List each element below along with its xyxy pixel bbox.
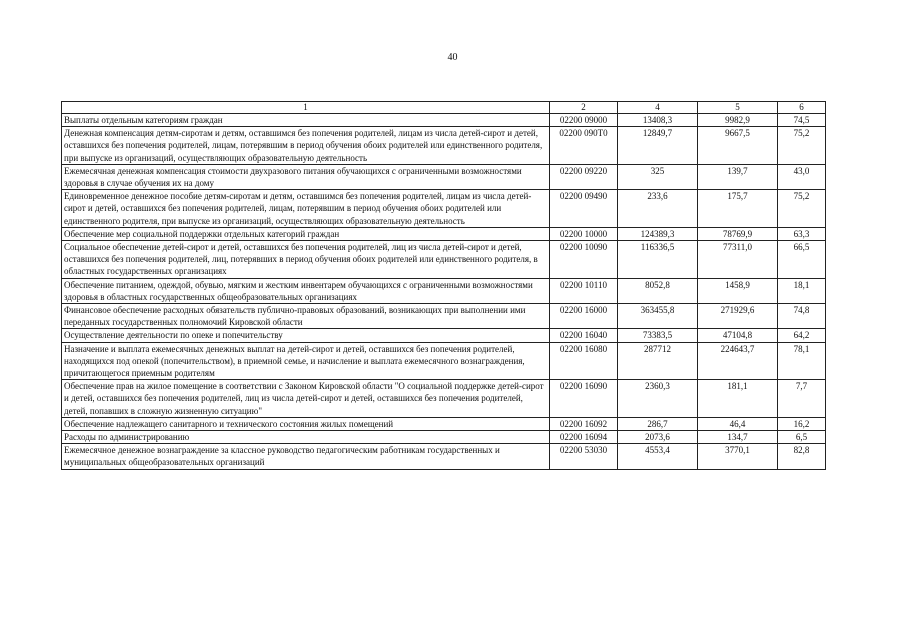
row-value-col5-cell: 78769,9: [698, 227, 778, 240]
row-value-col5-cell: 224643,7: [698, 342, 778, 380]
row-name-cell: Осуществление деятельности по опеке и попечительству: [62, 329, 550, 342]
page-number: 40: [447, 52, 458, 63]
row-value-col5-cell: 9667,5: [698, 127, 778, 165]
row-value-col6-cell: 74,8: [778, 304, 826, 329]
row-value-col5-cell: 3770,1: [698, 444, 778, 469]
table-row: [62, 127, 826, 165]
row-code-cell: 02200 16080: [550, 342, 618, 380]
row-code-cell: 02200 090Т0: [550, 127, 618, 165]
row-value-col4-cell: 8052,8: [618, 278, 698, 303]
row-value-col6-cell: 75,2: [778, 190, 826, 228]
row-name-cell: Назначение и выплата ежемесячных денежных выплат на детей-сирот и детей, оставшихся без попечения родителей, находящихся под опекой (попечительством), в приемной семье, и начисление и выплата ежемесячного вознаграждения, причитающегося приемным родителям: [62, 342, 550, 380]
row-value-col4-cell: 286,7: [618, 417, 698, 430]
table-row: [62, 431, 826, 444]
row-code-cell: 02200 10110: [550, 278, 618, 303]
row-name-cell: Обеспечение мер социальной поддержки отдельных категорий граждан: [62, 227, 550, 240]
row-value-col4-cell: 73383,5: [618, 329, 698, 342]
row-code-cell: 02200 09490: [550, 190, 618, 228]
table-row: [62, 417, 826, 430]
row-name-cell: Расходы по администрированию: [62, 431, 550, 444]
row-code-cell: 02200 16000: [550, 304, 618, 329]
row-value-col4-cell: 116336,5: [618, 241, 698, 279]
row-value-col6-cell: 74,5: [778, 114, 826, 127]
row-code-cell: 02200 16090: [550, 380, 618, 418]
row-value-col5-cell: 139,7: [698, 164, 778, 189]
table-row: [62, 164, 826, 189]
row-name-cell: Ежемесячная денежная компенсация стоимости двухразового питания обучающихся с ограниченными возможностями здоровья в случае обучения их на дому: [62, 164, 550, 189]
row-value-col6-cell: 75,2: [778, 127, 826, 165]
row-value-col6-cell: 78,1: [778, 342, 826, 380]
table-row: [62, 114, 826, 127]
row-value-col4-cell: 233,6: [618, 190, 698, 228]
row-name-cell: Финансовое обеспечение расходных обязательств публично-правовых образований, возникающих при выполнении ими переданных государственных полномочий Кировской области: [62, 304, 550, 329]
row-value-col6-cell: 64,2: [778, 329, 826, 342]
table-row: [62, 241, 826, 279]
row-name-cell: Выплаты отдельным категориям граждан: [62, 114, 550, 127]
row-name-cell: Единовременное денежное пособие детям-сиротам и детям, оставшимся без попечения родителей, лицам из числа детей-сирот и детей, оставшихся без попечения родителей, лицам, потерявшим в период обучения обоих родителей или единственного родителя, при выпуске из организаций, осуществляющих образовательную деятельность: [62, 190, 550, 228]
header-col-5: 5: [698, 102, 778, 114]
table-header-row: [62, 102, 826, 114]
row-code-cell: 02200 09000: [550, 114, 618, 127]
row-value-col4-cell: 124389,3: [618, 227, 698, 240]
row-name-cell: Ежемесячное денежное вознаграждение за классное руководство педагогическим работникам государственных и муниципальных общеобразовательных организаций: [62, 444, 550, 469]
header-col-4: 4: [618, 102, 698, 114]
row-value-col4-cell: 2073,6: [618, 431, 698, 444]
row-value-col6-cell: 82,8: [778, 444, 826, 469]
row-value-col4-cell: 325: [618, 164, 698, 189]
row-code-cell: 02200 53030: [550, 444, 618, 469]
table-row: [62, 342, 826, 380]
table-row: [62, 227, 826, 240]
row-code-cell: 02200 16094: [550, 431, 618, 444]
row-value-col5-cell: 9982,9: [698, 114, 778, 127]
row-value-col4-cell: 287712: [618, 342, 698, 380]
table-row: [62, 329, 826, 342]
row-value-col6-cell: 16,2: [778, 417, 826, 430]
row-code-cell: 02200 10090: [550, 241, 618, 279]
table-row: [62, 304, 826, 329]
row-name-cell: Социальное обеспечение детей-сирот и детей, оставшихся без попечения родителей, лиц из числа детей-сирот и детей, оставшихся без попечения родителей, лиц, потерявших в период обучения обоих родителей или единственного родителя, в областных государственных организациях: [62, 241, 550, 279]
row-value-col5-cell: 1458,9: [698, 278, 778, 303]
table-row: [62, 190, 826, 228]
row-name-cell: Обеспечение надлежащего санитарного и технического состояния жилых помещений: [62, 417, 550, 430]
table-row: [62, 278, 826, 303]
table-row: [62, 444, 826, 469]
row-value-col4-cell: 363455,8: [618, 304, 698, 329]
row-value-col4-cell: 13408,3: [618, 114, 698, 127]
header-col-1: 1: [62, 102, 550, 114]
row-value-col5-cell: 46,4: [698, 417, 778, 430]
row-value-col6-cell: 66,5: [778, 241, 826, 279]
header-col-2: 2: [550, 102, 618, 114]
row-code-cell: 02200 16092: [550, 417, 618, 430]
row-value-col5-cell: 181,1: [698, 380, 778, 418]
row-value-col6-cell: 63,3: [778, 227, 826, 240]
header-col-6: 6: [778, 102, 826, 114]
row-value-col6-cell: 7,7: [778, 380, 826, 418]
row-code-cell: 02200 16040: [550, 329, 618, 342]
row-value-col6-cell: 6,5: [778, 431, 826, 444]
row-name-cell: Обеспечение питанием, одеждой, обувью, мягким и жестким инвентарем обучающихся с ограниченными возможностями здоровья в областных государственных общеобразовательных организациях: [62, 278, 550, 303]
row-value-col5-cell: 77311,0: [698, 241, 778, 279]
row-value-col5-cell: 271929,6: [698, 304, 778, 329]
row-value-col6-cell: 43,0: [778, 164, 826, 189]
row-value-col6-cell: 18,1: [778, 278, 826, 303]
row-name-cell: Денежная компенсация детям-сиротам и детям, оставшимся без попечения родителей, лицам из числа детей-сирот и детей, оставшихся без попечения родителей, лицам, потерявшим в период обучения обоих родителей или единственного родителя, при выпуске из организаций, осуществляющих образовательную деятельность: [62, 127, 550, 165]
row-value-col5-cell: 134,7: [698, 431, 778, 444]
row-value-col4-cell: 4553,4: [618, 444, 698, 469]
row-value-col4-cell: 2360,3: [618, 380, 698, 418]
row-code-cell: 02200 10000: [550, 227, 618, 240]
row-value-col5-cell: 47104,8: [698, 329, 778, 342]
table-body: [62, 114, 826, 470]
row-value-col5-cell: 175,7: [698, 190, 778, 228]
row-code-cell: 02200 09220: [550, 164, 618, 189]
table-row: [62, 380, 826, 418]
row-value-col4-cell: 12849,7: [618, 127, 698, 165]
budget-table: [61, 101, 826, 470]
row-name-cell: Обеспечение прав на жилое помещение в соответствии с Законом Кировской области "О социальной поддержке детей-сирот и детей, оставшихся без попечения родителей, лиц из числа детей-сирот и детей, оставшихся без попечения родителей, детей, попавших в сложную жизненную ситуацию": [62, 380, 550, 418]
